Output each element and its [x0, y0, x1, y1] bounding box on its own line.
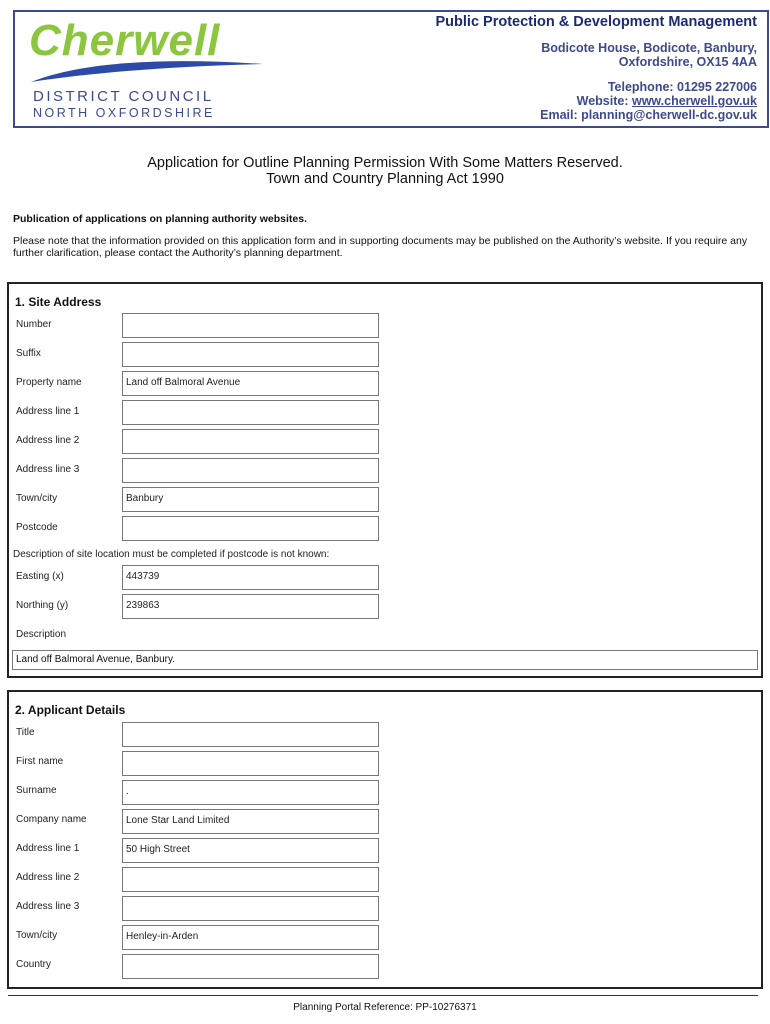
- suffix-field[interactable]: [122, 342, 379, 367]
- address-line-2-field[interactable]: [122, 867, 379, 892]
- company-name-field[interactable]: Lone Star Land Limited: [122, 809, 379, 834]
- email-link[interactable]: planning@cherwell-dc.gov.uk: [581, 108, 757, 122]
- town-field[interactable]: Henley-in-Arden: [122, 925, 379, 950]
- country-field[interactable]: [122, 954, 379, 979]
- company-name-label: Company name: [16, 814, 87, 825]
- address-line-1: Bodicote House, Bodicote, Banbury,: [541, 41, 757, 55]
- easting-label: Easting (x): [16, 571, 64, 582]
- section-title: 2. Applicant Details: [15, 703, 126, 717]
- first-name-field[interactable]: [122, 751, 379, 776]
- letterhead: [13, 10, 769, 128]
- title-label: Title: [16, 727, 35, 738]
- town-label: Town/city: [16, 930, 58, 941]
- website-line: [577, 94, 757, 108]
- footer-divider: [8, 995, 758, 996]
- number-field[interactable]: [122, 313, 379, 338]
- surname-field[interactable]: .: [122, 780, 379, 805]
- address-line-3-label: Address line 3: [16, 464, 80, 475]
- northing-label: Northing (y): [16, 600, 69, 611]
- applicant-details-section: [7, 690, 763, 989]
- description-label: Description: [16, 629, 67, 640]
- site-address-section: [7, 282, 763, 678]
- logo-swoosh-icon: [27, 56, 267, 86]
- address-line-2-field[interactable]: [122, 429, 379, 454]
- surname-label: Surname: [16, 785, 57, 796]
- location-note: Description of site location must be completed if postcode is not known:: [13, 549, 330, 560]
- website-label: Website:: [576, 94, 632, 108]
- document-title-line-2: Town and Country Planning Act 1990: [266, 171, 504, 187]
- email-label: Email:: [540, 108, 582, 122]
- address-line-2-label: Address line 2: [16, 435, 80, 446]
- document-title-line-1: Application for Outline Planning Permission With Some Matters Reserved.: [147, 155, 623, 171]
- logo-district-council: DISTRICT COUNCIL: [33, 88, 214, 105]
- address-line-3-label: Address line 3: [16, 901, 80, 912]
- address-line-3-field[interactable]: [122, 458, 379, 483]
- property-name-label: Property name: [16, 377, 82, 388]
- suffix-label: Suffix: [16, 348, 41, 359]
- town-field[interactable]: Banbury: [122, 487, 379, 512]
- address-line-3-field[interactable]: [122, 896, 379, 921]
- address-line-1-label: Address line 1: [16, 843, 80, 854]
- number-label: Number: [16, 319, 52, 330]
- address-line-1-field[interactable]: [122, 400, 379, 425]
- address-line-1-label: Address line 1: [16, 406, 80, 417]
- easting-field[interactable]: 443739: [122, 565, 379, 590]
- country-label: Country: [16, 959, 52, 970]
- town-label: Town/city: [16, 493, 58, 504]
- council-logo: Cherwell: [29, 16, 221, 65]
- section-title: 1. Site Address: [15, 295, 102, 309]
- northing-field[interactable]: 239863: [122, 594, 379, 619]
- postcode-label: Postcode: [16, 522, 58, 533]
- telephone: Telephone: 01295 227006: [607, 80, 757, 94]
- postcode-field[interactable]: [122, 516, 379, 541]
- address-line-1-field[interactable]: 50 High Street: [122, 838, 379, 863]
- title-field[interactable]: [122, 722, 379, 747]
- first-name-label: First name: [16, 756, 64, 767]
- logo-north-oxfordshire: NORTH OXFORDSHIRE: [33, 106, 215, 120]
- website-link[interactable]: www.cherwell.gov.uk: [631, 94, 757, 108]
- address-line-2: Oxfordshire, OX15 4AA: [618, 55, 757, 69]
- email-line: [540, 108, 757, 122]
- description-field[interactable]: Land off Balmoral Avenue, Banbury.: [12, 650, 758, 670]
- publication-text: Please note that the information provided on this application form and in supporting documents may be published on the Authority’s website. If you require any further clarification, please contact the Authority’s planning department.: [13, 235, 748, 259]
- property-name-field[interactable]: Land off Balmoral Avenue: [122, 371, 379, 396]
- department-title: Public Protection & Development Management: [435, 14, 757, 30]
- address-line-2-label: Address line 2: [16, 872, 80, 883]
- portal-reference: Planning Portal Reference: PP-10276371: [293, 1002, 477, 1013]
- publication-heading: Publication of applications on planning authority websites.: [13, 213, 308, 225]
